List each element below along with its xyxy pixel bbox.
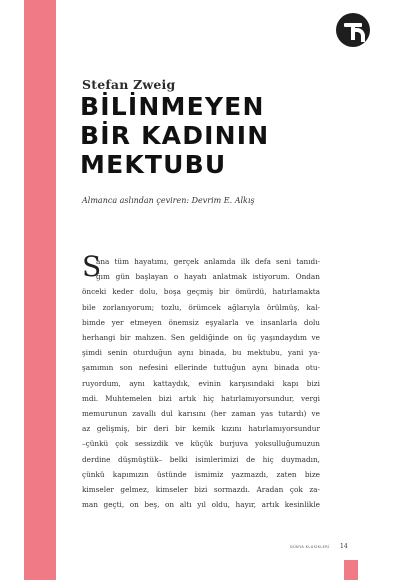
text-line: ana tüm hayatımı, gerçek anlamda ilk defa seni tanıdı-: [96, 257, 320, 266]
book-title: [80, 92, 269, 179]
accent-stripe: [24, 0, 56, 580]
author-name: Stefan Zweig: [82, 77, 176, 92]
text-line: ruyordum, aynı kattaydık, evinin karşısındaki kapı bizi: [82, 378, 320, 388]
translator-credit: Almanca aslından çeviren: Devrim E. Alkış: [82, 196, 255, 205]
book-title-line: MEKTUBU: [80, 150, 227, 179]
body-text: [82, 250, 320, 512]
accent-tab: [344, 560, 358, 580]
text-line: şamımın son nefesini ellerinde tuttuğun aynı binada otu-: [82, 363, 320, 373]
text-line: mdi. Muhtemelen bizi artık hiç hatırlamıyorsundur, vergi: [82, 393, 320, 403]
text-line: kimseler gelmez, kimseler bizi sormazdı. Aradan çok za-: [82, 485, 320, 495]
page-number: 14: [340, 543, 348, 550]
text-line: derdine düşmüştük– belki isimlerimizi de hiç duymadın,: [82, 454, 320, 464]
drop-cap: S: [82, 250, 102, 283]
publisher-logo-icon: [336, 13, 370, 47]
text-line: önceki keder dolu, boşa geçmiş bir ömürdü, hatırlamakta: [82, 287, 320, 297]
text-line: memurunun zavallı dul karısını (her zaman yas tutardı) ve: [82, 409, 320, 419]
text-line: herhangi bir mahzen. Sen geldiğinde on üç yaşındaydım ve: [82, 333, 320, 343]
series-label: DÜNYA KLASİKLERİ: [290, 545, 330, 549]
text-line: bile zorlanıyorum; tozlu, örümcek ağlarıyla örülmüş, kal-: [82, 302, 320, 312]
book-title-line: BİR KADININ: [80, 121, 270, 150]
text-line: ğım gün başlayan o hayatı anlatmak istiyorum. Ondan: [96, 272, 320, 282]
text-line: man geçti, on beş, on altı yıl oldu, hayır, artık kesinlikle: [82, 500, 320, 510]
book-title-line: BİLİNMEYEN: [80, 92, 265, 121]
text-line: –çünkü çok sessizdik ve küçük burjuva yoksulluğumuzun: [82, 439, 320, 449]
text-line: çünkü kapımızın üstünde ismimiz yazmazdı, zaten bize: [82, 469, 320, 479]
text-line: şimdi senin oturduğun aynı binada, bu mektubu, yani ya-: [82, 348, 320, 358]
text-line: bimde yer etmeyen önemsiz eşyalarla ve insanlarla dolu: [82, 317, 320, 327]
text-line: az gelişmiş, bir deri bir kemik kızını hatırlamıyorsundur: [82, 424, 320, 434]
